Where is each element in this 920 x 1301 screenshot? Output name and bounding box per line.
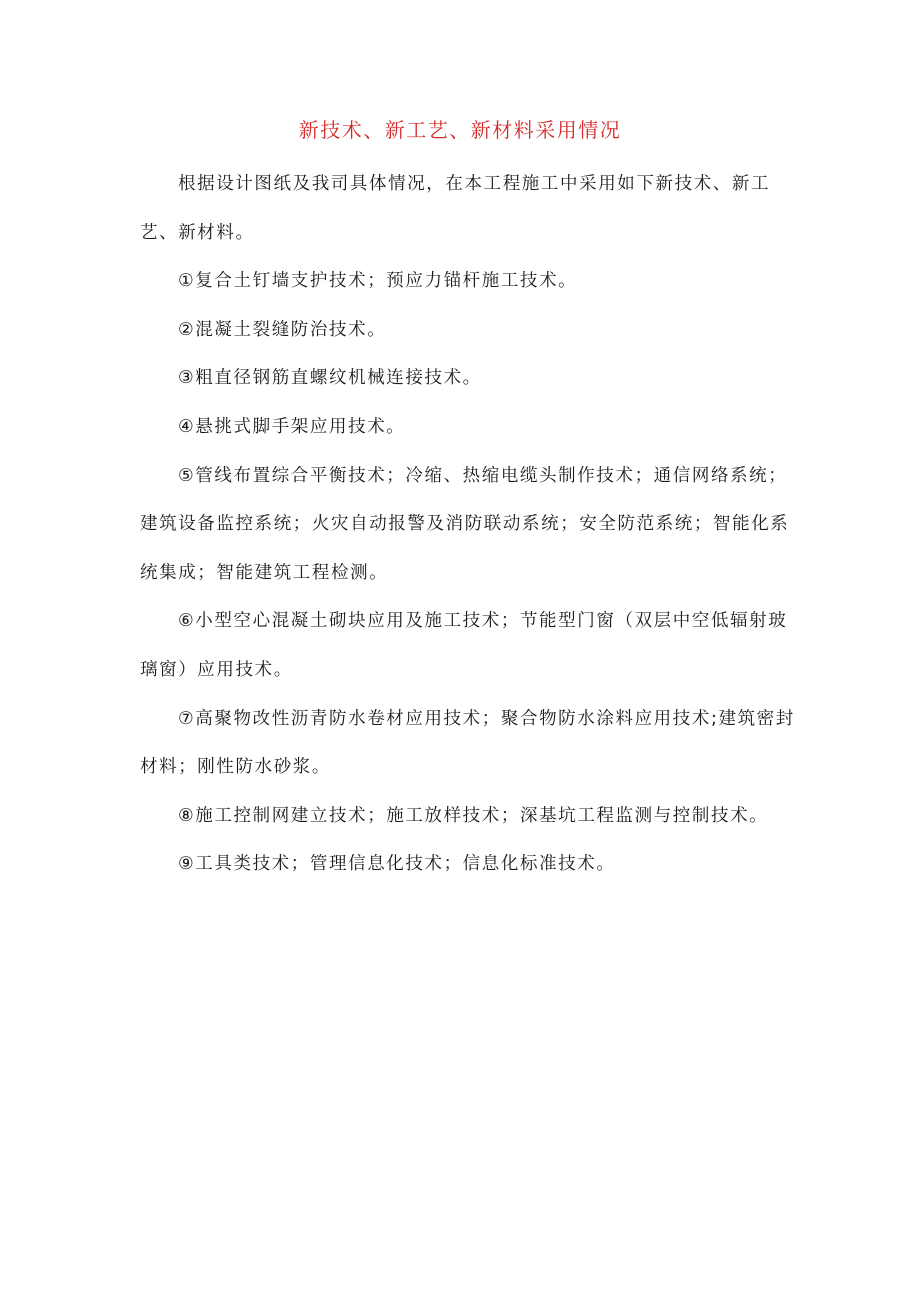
document-body <box>140 160 800 889</box>
item-5: ⑤管线布置综合平衡技术；冷缩、热缩电缆头制作技术；通信网络系统；建筑设备监控系统；火灾自动报警及消防联动系统；安全防范系统；智能化系统集成；智能建筑工程检测。 <box>140 465 790 583</box>
item-2: ②混凝土裂缝防治技术。 <box>178 319 387 340</box>
item-4: ④悬挑式脚手架应用技术。 <box>178 416 406 437</box>
item-1: ①复合土钉墙支护技术；预应力锚杆施工技术。 <box>178 271 578 292</box>
item-3: ③粗直径钢筋直螺纹机械连接技术。 <box>178 368 482 389</box>
item-7: ⑦高聚物改性沥青防水卷材应用技术；聚合物防水涂料应用技术;建筑密封材料；刚性防水砂浆。 <box>140 708 795 778</box>
item-6: ⑥小型空心混凝土砌块应用及施工技术；节能型门窗（双层中空低辐射玻璃窗）应用技术。 <box>140 611 788 680</box>
intro-paragraph: 根据设计图纸及我司具体情况，在本工程施工中采用如下新技术、新工艺、新材料。 <box>140 174 771 243</box>
item-8: ⑧施工控制网建立技术；施工放样技术；深基坑工程监测与控制技术。 <box>178 805 769 826</box>
item-9: ⑨工具类技术；管理信息化技术；信息化标准技术。 <box>178 854 616 875</box>
document-title: 新技术、新工艺、新材料采用情况 <box>298 118 622 142</box>
